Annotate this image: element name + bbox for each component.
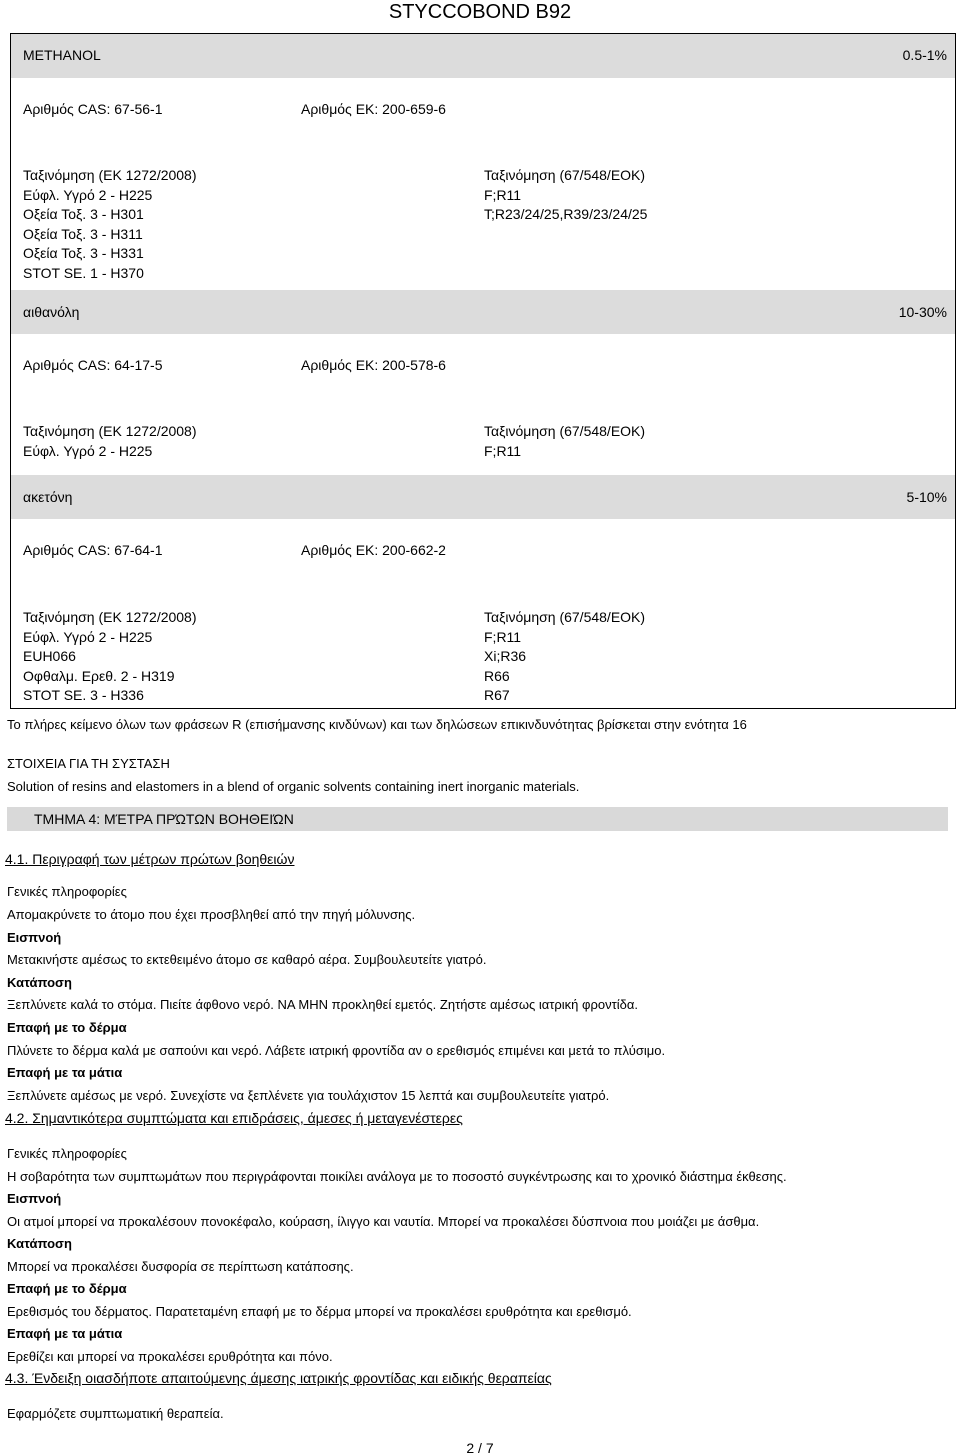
subheading-inhalation: Εισπνοή — [7, 1191, 62, 1206]
classification-line: Ταξινόμηση (ΕΚ 1272/2008) — [23, 609, 197, 625]
classification-line: R66 — [484, 667, 510, 684]
page-number: 2 / 7 — [466, 1440, 494, 1456]
subheading-eye: Επαφή με τα μάτια — [7, 1065, 123, 1080]
document-title: STYCCOBOND B92 — [388, 1, 572, 23]
classification-line: STOT SE. 3 - H336 — [23, 687, 144, 703]
cas-number: Αριθμός CAS: 64-17-5 — [23, 357, 163, 373]
classification-line: EUH066 — [23, 648, 76, 664]
classification-line: Ταξινόμηση (ΕΚ 1272/2008) — [23, 167, 197, 183]
classification-line: STOT SE. 1 - H370 — [23, 264, 144, 281]
dsd-classification — [484, 608, 645, 706]
classification-line: Ταξινόμηση (67/548/ΕΟΚ) — [484, 167, 646, 183]
composition-heading: ΣΤΟΙΧΕΙΑ ΓΙΑ ΤΗ ΣΥΣΤΑΣΗ — [7, 756, 170, 771]
subheading-skin: Επαφή με το δέρμα — [7, 1020, 127, 1035]
substance-name: ακετόνη — [23, 489, 73, 505]
classification-line: Οξεία Τοξ. 3 - H311 — [23, 225, 143, 242]
classification-line: Οφθαλμ. Ερεθ. 2 - H319 — [23, 667, 175, 684]
paragraph: Ξεπλύνετε καλά το στόμα. Πιείτε άφθονο νερό. ΝΑ ΜΗΝ προκληθεί εμετός. Ζητήστε αμέσως ιατρική φροντίδα. — [7, 997, 638, 1012]
clp-classification — [23, 166, 197, 283]
paragraph: Απομακρύνετε το άτομο που έχει προσβληθεί από την πηγή μόλυνσης. — [7, 907, 416, 922]
substance-concentration: 10-30% — [898, 304, 947, 320]
subheading-eye: Επαφή με τα μάτια — [7, 1326, 123, 1341]
clp-classification — [23, 422, 197, 461]
paragraph: Η σοβαρότητα των συμπτωμάτων που περιγράφονται ποικίλει ανάλογα με το ποσοστό συγκέντρωσης και το χρονικό διάστημα έκθεσης. — [7, 1169, 787, 1184]
substance-name: METHANOL — [23, 47, 101, 63]
cas-number: Αριθμός CAS: 67-64-1 — [23, 542, 163, 558]
paragraph: Οι ατμοί μπορεί να προκαλέσουν πονοκέφαλο, κούραση, ίλιγγο και ναυτία. Μπορεί να προκαλέσει δύσπνοια που μοιάζει με άσθμα. — [7, 1214, 760, 1229]
composition-text: Solution of resins and elastomers in a blend of organic solvents containing inert inorganic materials. — [7, 779, 580, 794]
ec-number: Αριθμός ΕΚ: 200-659-6 — [301, 101, 446, 117]
ec-number: Αριθμός ΕΚ: 200-578-6 — [301, 357, 446, 373]
substance-concentration: 5-10% — [906, 489, 947, 505]
substance-concentration: 0.5-1% — [902, 47, 947, 63]
subheading-general: Γενικές πληροφορίες — [7, 1146, 127, 1161]
classification-line: F;R11 — [484, 186, 522, 203]
substance-name: αιθανόλη — [23, 304, 80, 320]
composition-table — [10, 33, 956, 709]
paragraph: Πλύνετε το δέρμα καλά με σαπούνι και νερό. Λάβετε ιατρική φροντίδα αν ο ερεθισμός επιμένει και μετά το πλύσιμο. — [7, 1043, 666, 1058]
subsection-4-2-title: 4.2. Σημαντικότερα συμπτώματα και επιδράσεις, άμεσες ή μεταγενέστερες — [5, 1110, 463, 1126]
subheading-skin: Επαφή με το δέρμα — [7, 1281, 127, 1296]
substance-name-row — [11, 475, 955, 519]
subheading-general: Γενικές πληροφορίες — [7, 884, 127, 899]
subsection-4-1-title: 4.1. Περιγραφή των μέτρων πρώτων βοηθειών — [5, 851, 295, 867]
classification-line: F;R11 — [484, 628, 522, 645]
classification-line: Εύφλ. Υγρό 2 - H225 — [23, 186, 153, 203]
section-4-header: ΤΜΗΜΑ 4: ΜΈΤΡΑ ΠΡΏΤΩΝ ΒΟΗΘΕΙΏΝ — [7, 807, 948, 831]
classification-line: T;R23/24/25,R39/23/24/25 — [484, 206, 648, 222]
paragraph: Ξεπλύνετε αμέσως με νερό. Συνεχίστε να ξεπλένετε για τουλάχιστον 15 λεπτά και συμβουλευτείτε γιατρό. — [7, 1088, 610, 1103]
substance-name-row — [11, 34, 955, 78]
classification-line: Ταξινόμηση (ΕΚ 1272/2008) — [23, 423, 197, 439]
classification-line: F;R11 — [484, 442, 522, 459]
classification-line: R67 — [484, 687, 510, 703]
substance-name-row — [11, 290, 955, 334]
r-phrase-note: Το πλήρες κείμενο όλων των φράσεων R (επισήμανσης κινδύνων) και των δηλώσεων επικινδυνότητας βρίσκεται στην ενότητα 16 — [7, 717, 747, 732]
paragraph: Μετακινήστε αμέσως το εκτεθειμένο άτομο σε καθαρό αέρα. Συμβουλευτείτε γιατρό. — [7, 952, 487, 967]
subheading-ingestion: Κατάποση — [7, 975, 72, 990]
classification-line: Ταξινόμηση (67/548/ΕΟΚ) — [484, 423, 646, 439]
classification-line: Xi;R36 — [484, 648, 527, 664]
paragraph: Ερεθισμός του δέρματος. Παρατεταμένη επαφή με το δέρμα μπορεί να προκαλέσει ερυθρότητα και ερεθισμό. — [7, 1304, 632, 1319]
dsd-classification — [484, 166, 647, 225]
classification-line: Ταξινόμηση (67/548/ΕΟΚ) — [484, 609, 646, 625]
subheading-ingestion: Κατάποση — [7, 1236, 72, 1251]
cas-number: Αριθμός CAS: 67-56-1 — [23, 101, 163, 117]
subheading-inhalation: Εισπνοή — [7, 930, 62, 945]
dsd-classification — [484, 422, 645, 461]
paragraph: Μπορεί να προκαλέσει δυσφορία σε περίπτωση κατάποσης. — [7, 1259, 354, 1274]
classification-line: Εύφλ. Υγρό 2 - H225 — [23, 628, 153, 645]
classification-line: Οξεία Τοξ. 3 - H301 — [23, 206, 144, 222]
ec-number: Αριθμός ΕΚ: 200-662-2 — [301, 542, 446, 558]
subsection-4-3-title: 4.3. Ένδειξη οιασδήποτε απαιτούμενης άμεσης ιατρικής φροντίδας και ειδικής θεραπείας — [5, 1370, 552, 1386]
clp-classification — [23, 608, 197, 706]
paragraph: Εφαρμόζετε συμπτωματική θεραπεία. — [7, 1406, 224, 1421]
classification-line: Εύφλ. Υγρό 2 - H225 — [23, 442, 153, 459]
classification-line: Οξεία Τοξ. 3 - H331 — [23, 245, 144, 261]
paragraph: Ερεθίζει και μπορεί να προκαλέσει ερυθρότητα και πόνο. — [7, 1349, 333, 1364]
